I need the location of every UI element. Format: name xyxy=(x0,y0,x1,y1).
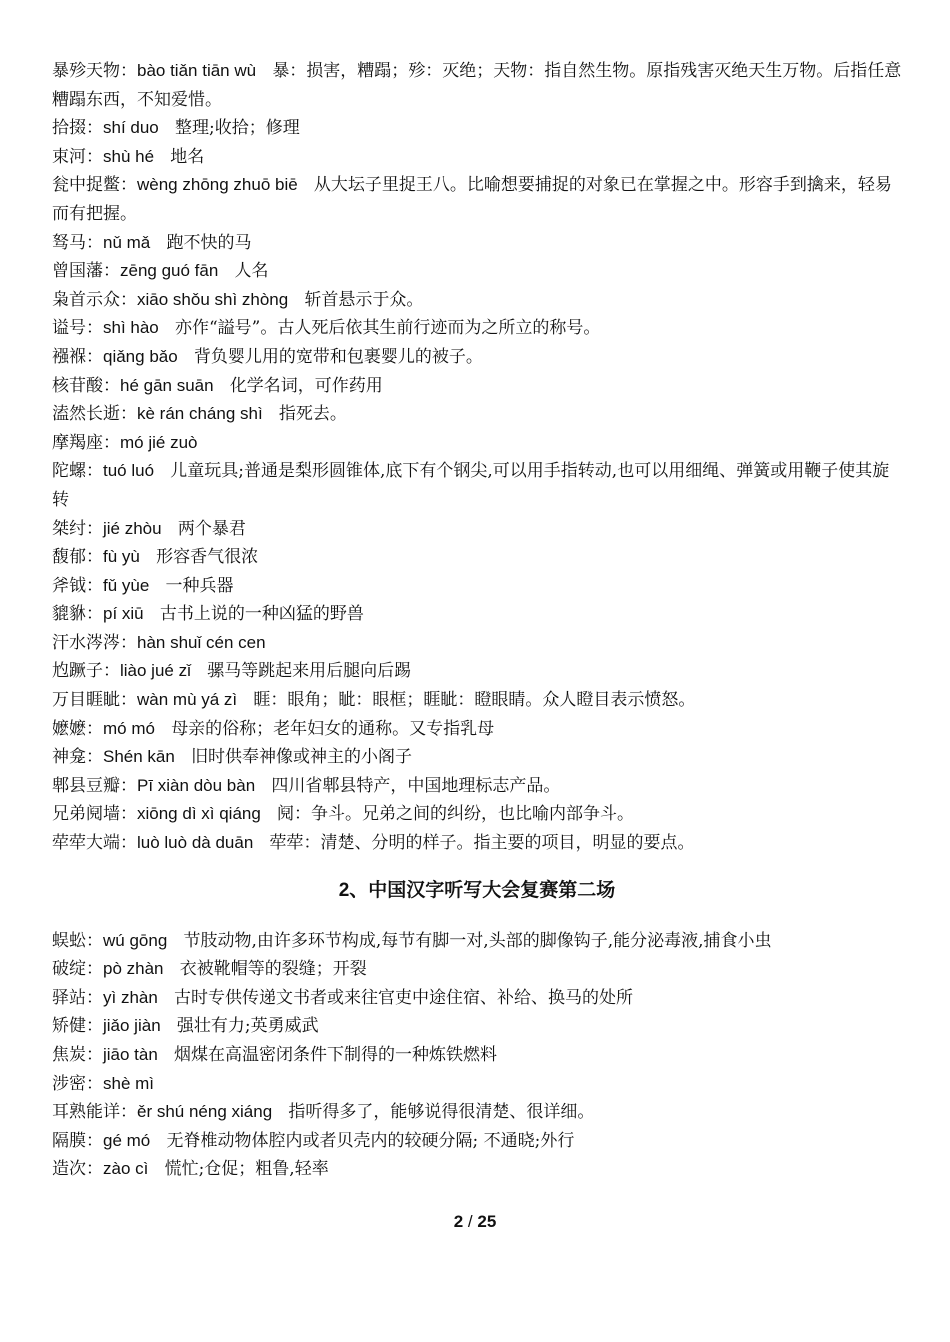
entry-definition: 阋：争斗。兄弟之间的纠纷，也比喻内部争斗。 xyxy=(277,804,635,825)
entry-pinyin: wèng zhōng zhuō biē xyxy=(137,175,298,195)
entry-definition: 母亲的俗称；老年妇女的通称。又专指乳母 xyxy=(171,718,495,739)
entry-word: 拾掇 xyxy=(52,118,86,139)
vocab-entry: 溘然长逝：kè rán cháng shì 指死去。 xyxy=(52,404,347,425)
entry-definition: 强壮有力;英勇威武 xyxy=(176,1016,319,1037)
entry-pinyin: jiāo tàn xyxy=(103,1045,158,1064)
entry-pinyin: wàn mù yá zì xyxy=(137,690,238,710)
vocab-entry: 枭首示众：xiāo shǒu shì zhòng 斩首悬示于众。 xyxy=(52,289,424,310)
entry-definition: 衣被靴帽等的裂缝；开裂 xyxy=(179,959,367,980)
entry-definition: 古时专供传递文书者或来往官吏中途住宿、补给、换马的处所 xyxy=(174,987,634,1008)
vocab-entry: 驽马：nǔ mǎ 跑不快的马 xyxy=(52,232,252,253)
vocab-entry: 荦荦大端：luò luò dà duān 荦荦：清楚、分明的样子。指主要的项目，明显的要点。 xyxy=(52,833,695,854)
entry-word: 桀纣 xyxy=(52,518,86,539)
entry-definition: 跑不快的马 xyxy=(166,232,252,253)
entry-definition: 烟煤在高温密闭条件下制得的一种炼铁燃料 xyxy=(174,1045,498,1065)
vocab-entry: 驿站：yì zhàn 古时专供传递文书者或来往官吏中途住宿、补给、换马的处所 xyxy=(52,987,634,1008)
vocab-entry: 桀纣：jié zhòu 两个暴君 xyxy=(52,518,246,539)
vocab-entry: 涉密：shè mì xyxy=(52,1073,155,1094)
entry-definition: 儿童玩具;普通是梨形圆锥体,底下有个钢尖,可以用手指转动,也可以用细绳、弹簧或用鞭子使其旋转 xyxy=(52,461,890,510)
vocab-entry: 拾掇：shí duo 整理;收拾；修理 xyxy=(52,118,300,139)
entry-word: 兄弟阋墙 xyxy=(52,804,120,825)
entry-definition: 四川省郫县特产，中国地理标志产品。 xyxy=(271,775,561,796)
entry-pinyin: gé mó xyxy=(103,1130,151,1150)
entry-definition: 整理;收拾；修理 xyxy=(174,118,300,139)
entry-pinyin: shì hào xyxy=(103,318,159,338)
entry-word: 驽马 xyxy=(52,232,86,253)
entry-pinyin: pí xiū xyxy=(103,604,144,624)
entry-pinyin: pò zhàn xyxy=(103,959,164,979)
entry-word: 造次 xyxy=(52,1159,86,1180)
entry-word: 焦炭 xyxy=(52,1045,86,1065)
entry-definition: 指死去。 xyxy=(278,404,347,425)
entry-pinyin: bào tiǎn tiān wù xyxy=(137,61,257,80)
entry-definition: 无脊椎动物体腔内或者贝壳内的较硬分隔; 不通晓;外行 xyxy=(166,1130,575,1151)
entry-pinyin: hé gān suān xyxy=(120,375,214,395)
vocab-entry: 束河：shù hé 地名 xyxy=(52,146,205,167)
vocab-entry: 貔貅：pí xiū 古书上说的一种凶猛的野兽 xyxy=(52,604,364,625)
page-separator: / xyxy=(467,1212,473,1231)
entry-word: 嬷嬷 xyxy=(52,718,86,739)
entry-pinyin: liào jué zǐ xyxy=(120,661,191,681)
vocab-entry: 襁褓：qiǎng bǎo 背负婴儿用的宽带和包裹婴儿的被子。 xyxy=(52,346,483,367)
vocab-entry: 核苷酸：hé gān suān 化学名词，可作药用 xyxy=(52,375,383,396)
entry-word: 涉密 xyxy=(52,1073,86,1094)
entry-pinyin: fù yù xyxy=(103,547,140,567)
page-current: 2 xyxy=(453,1212,464,1231)
entry-pinyin: Pī xiàn dòu bàn xyxy=(137,775,256,795)
page-number xyxy=(0,1212,950,1232)
entry-pinyin: hàn shuǐ cén cen xyxy=(137,632,266,652)
vocab-entry: 焦炭：jiāo tàn 烟煤在高温密闭条件下制得的一种炼铁燃料 xyxy=(52,1045,498,1065)
entry-word: 枭首示众 xyxy=(52,289,120,310)
entry-pinyin: nǔ mǎ xyxy=(103,232,151,252)
entry-word: 汗水涔涔 xyxy=(52,632,120,653)
entry-word: 襁褓 xyxy=(52,346,86,367)
entry-definition: 暴：损害，糟蹋；殄：灭绝；天物：指自然生物。原指残害灭绝天生万物。后指任意糟蹋东西，不知爱惜。 xyxy=(52,61,902,110)
entry-definition: 人名 xyxy=(234,261,269,282)
entry-word: 神龛 xyxy=(52,747,86,768)
entry-pinyin: kè rán cháng shì xyxy=(137,404,263,424)
entry-pinyin: xiāo shǒu shì zhòng xyxy=(137,289,289,309)
entry-word: 溘然长逝 xyxy=(52,404,120,425)
entry-definition: 化学名词，可作药用 xyxy=(229,375,383,396)
entry-word: 谥号 xyxy=(52,318,86,339)
vocab-entry: 矫健：jiǎo jiàn 强壮有力;英勇威武 xyxy=(52,1016,319,1037)
entry-word: 驿站 xyxy=(52,987,86,1008)
entry-pinyin: shù hé xyxy=(103,146,155,166)
entry-word: 貔貅 xyxy=(52,604,86,625)
entry-word: 陀螺 xyxy=(52,461,86,482)
entry-definition: 地名 xyxy=(170,146,205,167)
entry-definition: 荦荦：清楚、分明的样子。指主要的项目，明显的要点。 xyxy=(269,833,695,854)
entry-definition: 形容香气很浓 xyxy=(156,547,259,568)
entry-pinyin: zào cì xyxy=(103,1159,149,1179)
entry-pinyin: fǔ yùe xyxy=(103,575,150,595)
entry-word: 蜈蚣 xyxy=(52,930,86,951)
vocabulary-list-2 xyxy=(52,927,902,1184)
vocab-entry: 郫县豆瓣：Pī xiàn dòu bàn 四川省郫县特产，中国地理标志产品。 xyxy=(52,775,561,796)
entry-word: 斧钺 xyxy=(52,575,86,596)
vocab-entry: 隔膜：gé mó 无脊椎动物体腔内或者贝壳内的较硬分隔; 不通晓;外行 xyxy=(52,1130,575,1151)
entry-word: 曾国藩 xyxy=(52,261,103,282)
entry-word: 瓮中捉鳖 xyxy=(52,175,120,196)
entry-definition: 亦作“謚号”。古人死后依其生前行迹而为之所立的称号。 xyxy=(174,318,601,339)
section-title: 2、中国汉字听写大会复赛第二场 xyxy=(338,879,616,901)
entry-pinyin: ěr shú néng xiáng xyxy=(137,1102,273,1122)
entry-word: 摩羯座 xyxy=(52,432,103,453)
entry-pinyin: Shén kān xyxy=(103,747,175,767)
vocab-entry: 造次：zào cì 慌忙;仓促；粗鲁,轻率 xyxy=(52,1159,329,1180)
vocab-entry: 暴殄天物：bào tiǎn tiān wù 暴：损害，糟蹋；殄：灭绝；天物：指自然生物。原指残害灭绝天生万物。后指任意糟蹋东西，不知爱惜。 xyxy=(52,61,902,110)
entry-pinyin: qiǎng bǎo xyxy=(103,346,178,366)
vocab-entry: 斧钺：fǔ yùe 一种兵器 xyxy=(52,575,234,596)
entry-pinyin: zēng guó fān xyxy=(120,261,219,281)
entry-pinyin: xiōng dì xì qiáng xyxy=(137,804,261,824)
entry-pinyin: shè mì xyxy=(103,1073,155,1093)
entry-pinyin: jié zhòu xyxy=(103,518,162,538)
entry-pinyin: wú gōng xyxy=(103,930,168,950)
entry-definition: 骡马等跳起来用后腿向后踢 xyxy=(207,661,412,682)
vocab-entry: 耳熟能详：ěr shú néng xiáng 指听得多了，能够说得很清楚、很详细。 xyxy=(52,1102,595,1123)
entry-pinyin: shí duo xyxy=(103,118,159,138)
vocab-entry: 瓮中捉鳖：wèng zhōng zhuō biē 从大坛子里捉王八。比喻想要捕捉的对象已在掌握之中。形容手到擒来，轻易而有把握。 xyxy=(52,175,892,224)
entry-pinyin: luò luò dà duān xyxy=(137,833,254,853)
entry-definition: 背负婴儿用的宽带和包裹婴儿的被子。 xyxy=(193,346,483,367)
entry-pinyin: mó jié zuò xyxy=(120,432,198,452)
vocab-entry: 馥郁：fù yù 形容香气很浓 xyxy=(52,547,259,568)
entry-definition: 一种兵器 xyxy=(165,575,234,596)
entry-word: 尥蹶子 xyxy=(52,661,103,682)
document-content xyxy=(52,57,902,1184)
entry-word: 核苷酸 xyxy=(52,375,103,396)
entry-word: 隔膜 xyxy=(52,1130,86,1151)
page-total: 25 xyxy=(477,1212,497,1231)
vocabulary-list-1 xyxy=(52,57,902,858)
vocab-entry: 摩羯座：mó jié zuò xyxy=(52,432,198,453)
vocab-entry: 陀螺：tuó luó 儿童玩具;普通是梨形圆锥体,底下有个钢尖,可以用手指转动,也可以用细绳、弹簧或用鞭子使其旋转 xyxy=(52,461,890,510)
entry-pinyin: jiǎo jiàn xyxy=(103,1016,161,1036)
entry-pinyin: yì zhàn xyxy=(103,987,158,1007)
entry-word: 馥郁 xyxy=(52,547,86,568)
vocab-entry: 兄弟阋墙：xiōng dì xì qiáng 阋：争斗。兄弟之间的纠纷，也比喻内部争斗。 xyxy=(52,804,635,825)
entry-definition: 睚：眼角；眦：眼框；睚眦：瞪眼睛。众人瞪目表示愤怒。 xyxy=(253,690,696,711)
vocab-entry: 破绽：pò zhàn 衣被靴帽等的裂缝；开裂 xyxy=(52,959,367,980)
vocab-entry: 蜈蚣：wú gōng 节肢动物,由许多环节构成,每节有脚一对,头部的脚像钩子,能分泌毒液,捕食小虫 xyxy=(52,930,772,951)
entry-word: 矫健 xyxy=(52,1016,86,1037)
vocab-entry: 汗水涔涔：hàn shuǐ cén cen xyxy=(52,632,266,653)
entry-definition: 节肢动物,由许多环节构成,每节有脚一对,头部的脚像钩子,能分泌毒液,捕食小虫 xyxy=(183,930,772,951)
entry-word: 万目睚眦 xyxy=(52,690,120,711)
entry-word: 暴殄天物 xyxy=(52,61,120,81)
vocab-entry: 曾国藩：zēng guó fān 人名 xyxy=(52,261,269,282)
entry-pinyin: mó mó xyxy=(103,718,155,738)
entry-definition: 斩首悬示于众。 xyxy=(304,289,424,310)
entry-definition: 旧时供奉神像或神主的小阁子 xyxy=(191,747,413,768)
entry-word: 耳熟能详 xyxy=(52,1102,120,1123)
vocab-entry: 神龛：Shén kān 旧时供奉神像或神主的小阁子 xyxy=(52,747,413,768)
vocab-entry: 谥号：shì hào 亦作“謚号”。古人死后依其生前行迹而为之所立的称号。 xyxy=(52,318,601,339)
entry-definition: 两个暴君 xyxy=(177,518,246,539)
entry-word: 荦荦大端 xyxy=(52,833,120,854)
vocab-entry: 万目睚眦：wàn mù yá zì 睚：眼角；眦：眼框；睚眦：瞪眼睛。众人瞪目表示愤怒。 xyxy=(52,690,696,711)
entry-word: 束河 xyxy=(52,146,86,167)
entry-word: 破绽 xyxy=(52,959,86,980)
entry-definition: 慌忙;仓促；粗鲁,轻率 xyxy=(164,1159,329,1180)
entry-word: 郫县豆瓣 xyxy=(52,775,120,796)
vocab-entry: 嬷嬷：mó mó 母亲的俗称；老年妇女的通称。又专指乳母 xyxy=(52,718,495,739)
entry-pinyin: tuó luó xyxy=(103,461,155,481)
vocab-entry: 尥蹶子：liào jué zǐ 骡马等跳起来用后腿向后踢 xyxy=(52,661,412,682)
entry-definition: 指听得多了，能够说得很清楚、很详细。 xyxy=(288,1102,595,1123)
entry-definition: 古书上说的一种凶猛的野兽 xyxy=(159,604,364,625)
entry-definition: 从大坛子里捉王八。比喻想要捕捉的对象已在掌握之中。形容手到擒来，轻易而有把握。 xyxy=(52,175,892,224)
